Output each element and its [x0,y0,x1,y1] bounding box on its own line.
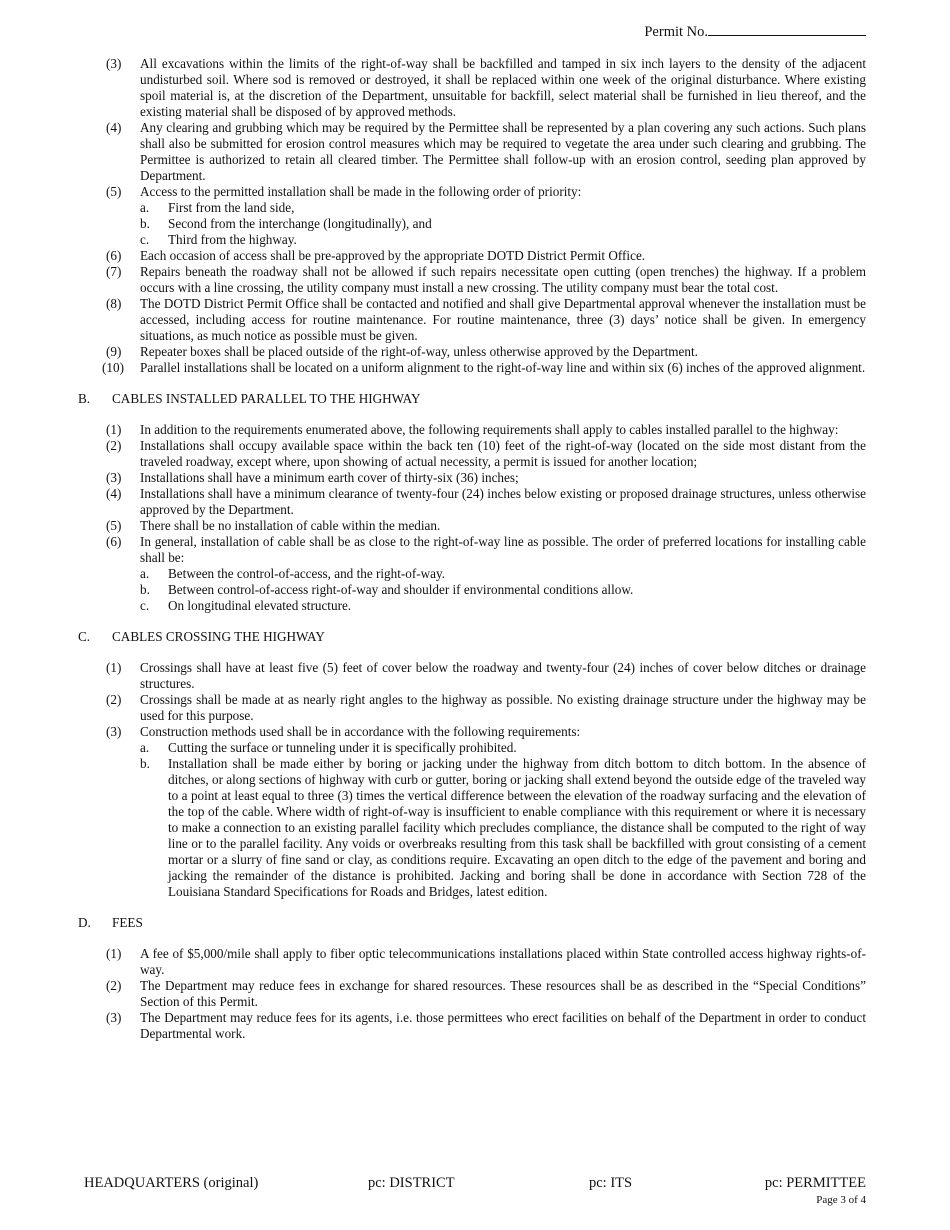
list-item: (4) Any clearing and grubbing which may be required by the Permittee shall be represented by a plan covering any such actions. Such plans shall also be submitted for erosion control measures which may be required to vegetate the area under such clearing and grubbing. The Permittee is authorized to retain all cleared timber. The Permittee shall follow-up with an erosion control, seeding plan approved by Department. [106,120,866,183]
page-number: Page 3 of 4 [816,1194,866,1206]
list-item: (5) There shall be no installation of cable within the median. [106,518,441,533]
list-item: (9) Repeater boxes shall be placed outside of the right-of-way, unless otherwise approved by the Department. [106,344,698,359]
list-item: (1) In addition to the requirements enumerated above, the following requirements shall apply to cables installed parallel to the highway: [106,422,839,437]
sub-item: a. Cutting the surface or tunneling under it is specifically prohibited. [140,740,517,755]
sub-item: c. On longitudinal elevated structure. [140,598,352,613]
footer-permittee: pc: PERMITTEE [764,1175,866,1191]
list-item: (3) Installations shall have a minimum earth cover of thirty-six (36) inches; [106,470,519,485]
list-item: (1) Crossings shall have at least five (5) feet of cover below the roadway and twenty-four (24) inches of cover below ditches or drainage structures. [106,660,866,691]
list-item: (6) Each occasion of access shall be pre-approved by the appropriate DOTD District Permit Office. [106,248,646,263]
list-item: (3) Construction methods used shall be in accordance with the following requirements: [106,724,581,739]
permit-number-blank [708,23,866,36]
list-item: (5) Access to the permitted installation shall be made in the following order of priority: [106,184,582,199]
list-item: (2) The Department may reduce fees in exchange for shared resources. These resources shall be as described in the “Special Conditions” Section of this Permit. [106,978,866,1009]
list-item: (4) Installations shall have a minimum clearance of twenty-four (24) inches below existing or proposed drainage structures, unless otherwise approved by the Department. [106,486,866,517]
list-item: (2) Crossings shall be made at as nearly right angles to the highway as possible. No existing drainage structure under the highway may be used for this purpose. [106,692,866,723]
list-item: (6) In general, installation of cable shall be as close to the right-of-way line as possible. The order of preferred locations for installing cable shall be: [106,534,866,565]
section-heading-d: D. FEES [78,915,143,930]
section-heading-c: C. CABLES CROSSING THE HIGHWAY [78,629,325,644]
sub-item: a. First from the land side, [140,200,295,215]
sub-item: c. Third from the highway. [140,232,297,247]
document-body [0,56,950,1042]
list-item: (10) Parallel installations shall be located on a uniform alignment to the right-of-way line and within six (6) inches of the approved alignment. [102,360,866,375]
list-item: (2) Installations shall occupy available space within the back ten (10) feet of the right-of-way (located on the side most distant from the traveled roadway, except where, upon showing of actual necessity, a permit is issued for another location; [106,438,866,469]
list-item: (8) The DOTD District Permit Office shall be contacted and notified and shall give Departmental approval whenever the installation must be accessed, including access for routine maintenance. For routine maintenance, three (3) days’ notice shall be given. In emergency situations, as much notice as possible must be given. [106,296,866,343]
sub-item: b. Installation shall be made either by boring or jacking under the highway from ditch bottom to ditch bottom. In the absence of ditches, or along sections of highway with curb or gutter, boring or jacking shall extend beyond the outside edge of the traveled way to a point at least equal to three (3) times the vertical difference between the elevation of the roadway surfacing and the elevation of the top of the cable. Where width of right-of-way is insufficient to enable compliance with this requirement or where it is necessary to make a connection to an existing parallel facility which precludes compliance, the distance shall be computed to the right of way line or to the parallel facility. Any voids or overbreaks resulting from this task shall be backfilled with grout consisting of a cement mortar or a slurry of fine sand or clay, as conditions require. Excavating an open ditch to the edge of the pavement and boring and jacking the remainder of the distance is prohibited. Jacking and boring shall be done in accordance with Section 728 of the Louisiana Standard Specifications for Roads and Bridges, latest edition. [140,756,866,899]
sub-item: b. Second from the interchange (longitudinally), and [140,216,432,231]
list-item: (7) Repairs beneath the roadway shall not be allowed if such repairs necessitate open cutting (open trenches) the highway. If a problem occurs with a line crossing, the utility company must install a new crossing. The utility company must bear the total cost. [106,264,866,295]
list-item: (1) A fee of $5,000/mile shall apply to fiber optic telecommunications installations placed within State controlled access highway rights-of-way. [106,946,866,977]
sub-item: a. Between the control-of-access, and the right-of-way. [140,566,446,581]
footer-headquarters: HEADQUARTERS (original) [84,1175,259,1191]
section-heading-b: B. CABLES INSTALLED PARALLEL TO THE HIGHWAY [78,391,421,406]
list-item: (3) The Department may reduce fees for its agents, i.e. those permittees who erect facilities on behalf of the Department in order to conduct Departmental work. [106,1010,866,1041]
permit-label: Permit No. [644,24,708,40]
sub-item: b. Between control-of-access right-of-way and shoulder if environmental conditions allow. [140,582,634,597]
footer-its: pc: ITS [589,1175,633,1191]
list-item: (3) All excavations within the limits of the right-of-way shall be backfilled and tamped in six inch layers to the density of the adjacent undisturbed soil. Where sod is removed or destroyed, it shall be replaced within one week of the original disturbance. Where existing spoil material is, at the discretion of the Department, unsuitable for backfill, select material shall be furnished in lieu thereof, and the existing material shall be disposed of by approved methods. [106,56,866,119]
permit-number-field [644,23,866,40]
footer-district: pc: DISTRICT [368,1175,455,1191]
